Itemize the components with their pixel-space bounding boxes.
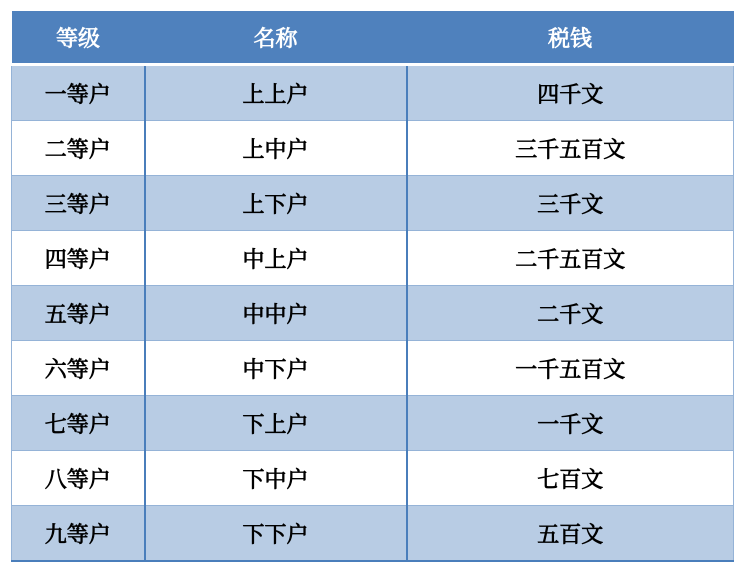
cell-level: 七等户 — [12, 396, 145, 451]
table-header — [12, 11, 734, 65]
cell-tax: 三千文 — [407, 176, 734, 231]
column-header-name: 名称 — [145, 11, 407, 65]
table-row — [12, 286, 734, 341]
cell-tax: 五百文 — [407, 506, 734, 562]
cell-level: 二等户 — [12, 121, 145, 176]
table-row — [12, 65, 734, 121]
column-header-level: 等级 — [12, 11, 145, 65]
cell-level: 五等户 — [12, 286, 145, 341]
cell-name: 上下户 — [145, 176, 407, 231]
cell-tax: 三千五百文 — [407, 121, 734, 176]
table-row — [12, 396, 734, 451]
cell-tax: 二千文 — [407, 286, 734, 341]
table-row — [12, 341, 734, 396]
table-body — [12, 65, 734, 562]
cell-tax: 一千五百文 — [407, 341, 734, 396]
cell-level: 九等户 — [12, 506, 145, 562]
cell-tax: 二千五百文 — [407, 231, 734, 286]
cell-name: 中下户 — [145, 341, 407, 396]
cell-name: 中中户 — [145, 286, 407, 341]
header-row — [12, 11, 734, 65]
cell-level: 一等户 — [12, 65, 145, 121]
cell-level: 八等户 — [12, 451, 145, 506]
cell-name: 下中户 — [145, 451, 407, 506]
household-grade-tax-table — [11, 11, 734, 562]
cell-name: 上上户 — [145, 65, 407, 121]
table-row — [12, 451, 734, 506]
cell-name: 下下户 — [145, 506, 407, 562]
cell-tax: 七百文 — [407, 451, 734, 506]
cell-name: 上中户 — [145, 121, 407, 176]
cell-level: 三等户 — [12, 176, 145, 231]
cell-name: 中上户 — [145, 231, 407, 286]
cell-name: 下上户 — [145, 396, 407, 451]
cell-level: 六等户 — [12, 341, 145, 396]
table-row — [12, 506, 734, 562]
table-row — [12, 176, 734, 231]
cell-tax: 四千文 — [407, 65, 734, 121]
table-row — [12, 231, 734, 286]
table-row — [12, 121, 734, 176]
column-header-tax: 税钱 — [407, 11, 734, 65]
cell-level: 四等户 — [12, 231, 145, 286]
cell-tax: 一千文 — [407, 396, 734, 451]
